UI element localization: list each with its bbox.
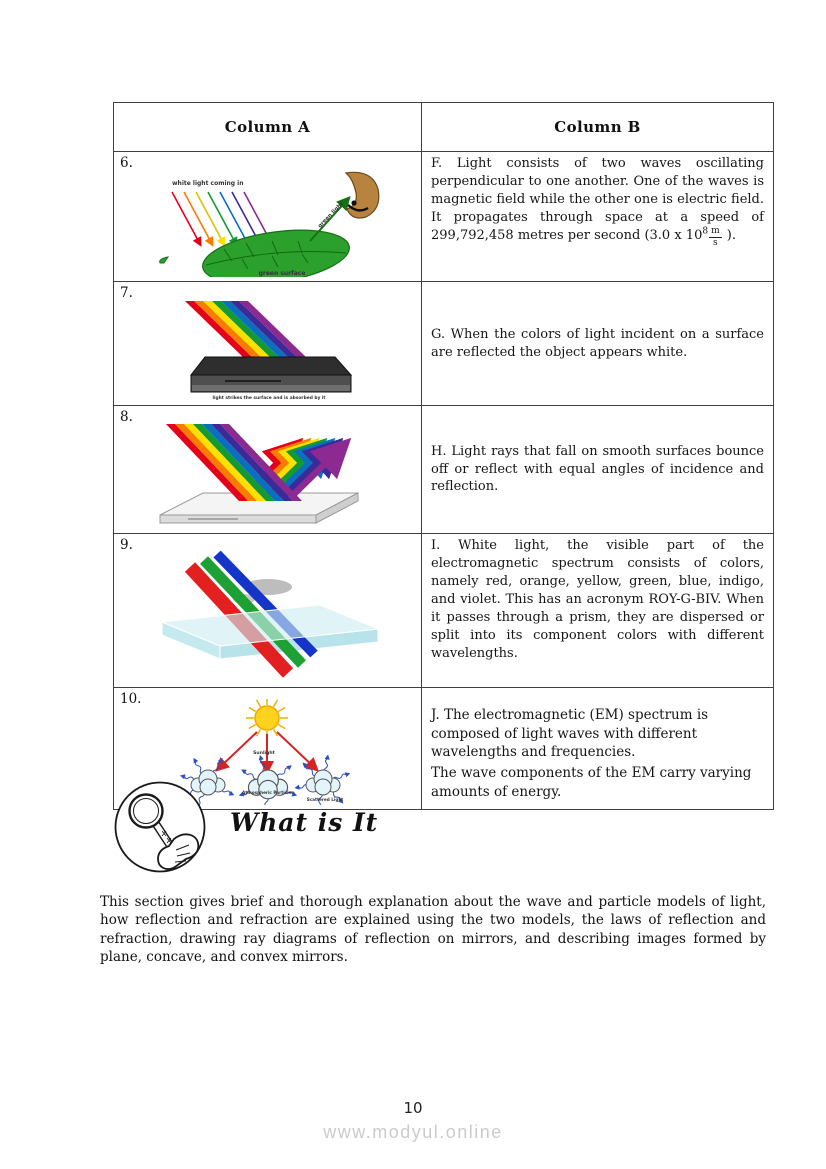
column-b-header: Column B: [422, 103, 774, 152]
formula-close: ).: [722, 227, 736, 243]
description-text: The wave components of the EM carry varying amounts of energy.: [431, 764, 752, 800]
item-number: 6.: [120, 155, 133, 171]
description-text: J. The electromagnetic (EM) spectrum is composed of light waves with different wavelengths and frequencies.: [431, 707, 709, 761]
item-number: 7.: [120, 285, 133, 301]
reflection-figure: [148, 419, 388, 529]
table-header-row: [114, 103, 774, 152]
figure-label: Sunlight: [253, 751, 275, 756]
sun-icon: [246, 699, 288, 739]
section-heading: What is It: [230, 808, 379, 837]
figure-label: green surface: [258, 270, 305, 277]
matching-table: [113, 102, 774, 810]
item-number: 9.: [120, 537, 133, 553]
item-6-cell: [114, 152, 422, 282]
formula-base: (3.0 x 10: [644, 227, 703, 243]
item-7-cell: [114, 282, 422, 406]
refraction-glass-figure: [150, 547, 385, 683]
magnifying-glass-in-hand-icon: [112, 779, 208, 879]
section-intro-paragraph: This section gives brief and thorough explanation about the wave and particle models of light, how reflection and refraction are explained using the two models, the laws of reflection and refraction, drawing ray diagrams of reflection on mirrors, and describing images formed by plane, concave, and convex mirrors.: [100, 894, 766, 966]
figure-label: white light coming in: [171, 180, 244, 187]
fraction-m-over-s: $\frac{m}{s}$: [711, 225, 720, 248]
table-row: [114, 282, 774, 406]
table-row: [114, 688, 774, 810]
figure-label: green light: [316, 201, 345, 230]
item-number: 8.: [120, 409, 133, 425]
table-row: [114, 534, 774, 688]
watermark: www.modyul.online: [323, 1122, 503, 1142]
figure-caption: light strikes the surface and is absorbed by it: [211, 396, 326, 401]
eye-icon: [346, 172, 379, 218]
description-g: G. When the colors of light incident on a surface are reflected the object appears white.: [422, 282, 774, 406]
dark-surface: [191, 357, 351, 392]
column-a-header: Column A: [114, 103, 422, 152]
rainbow-beam: [185, 301, 308, 359]
formula-exponent: 8: [702, 226, 709, 237]
item-8-cell: [114, 406, 422, 534]
item-number: 10.: [120, 691, 142, 707]
page-number: 10: [403, 1099, 423, 1117]
table-row: [114, 406, 774, 534]
description-f: [422, 152, 774, 282]
green-leaf-reflection-figure: [142, 165, 394, 277]
description-j: [422, 688, 774, 810]
item-9-cell: [114, 534, 422, 688]
figure-label: Scattered Light: [306, 797, 344, 802]
description-text: F. Light consists of two waves oscillating perpendicular to one another. One of the waves is magnetic field while the other one is electric field. It propagates through space at a speed of 299,792,458 metres per second: [431, 156, 764, 243]
light-absorption-figure: [153, 295, 383, 401]
figure-label: Atmospheric Particles: [242, 790, 294, 795]
description-h: H. Light rays that fall on smooth surfaces bounce off or reflect with equal angles of incidence and reflection.: [422, 406, 774, 534]
table-row: [114, 152, 774, 282]
leaf-icon: [159, 222, 352, 277]
description-i: I. White light, the visible part of the electromagnetic spectrum consists of colors, namely red, orange, yellow, green, blue, indigo, and violet. This has an acronym ROY-G-BIV. When it passes through a prism, they are dispersed or split into its component colors with different wavelengths.: [422, 534, 774, 688]
